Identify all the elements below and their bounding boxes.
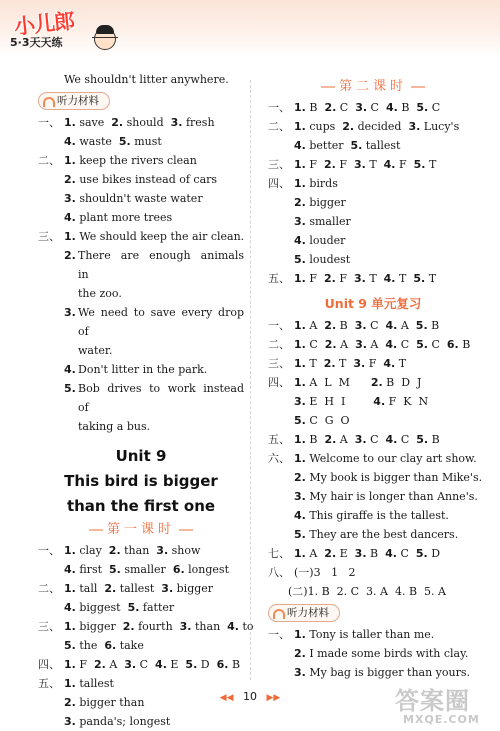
answer-line: 2. There are enough animals in [64, 249, 244, 281]
answer-line: We shouldn't litter anywhere. [64, 73, 229, 86]
answer-line: 2. bigger [294, 196, 346, 209]
headphone-icon [273, 609, 283, 618]
answer-line: 一、 1. save 2. should 3. fresh [38, 116, 215, 129]
review-title: Unit 9 单元复习 [324, 296, 422, 311]
answer-line: 3. smaller [294, 215, 351, 228]
answer-line: 3. My hair is longer than Anne's. [294, 490, 478, 503]
answer-line: water. [78, 344, 113, 357]
watermark: 答案圈 MXQE.COM [395, 687, 480, 726]
answer-line: 2. use bikes instead of cars [64, 173, 218, 186]
unit-title: This bird is bigger [64, 472, 218, 490]
answer-line: 2. bigger than [64, 696, 145, 709]
answer-line: 一、 1. Tony is taller than me. [268, 628, 435, 641]
prev-arrows-icon: ◀◀ [219, 693, 234, 703]
answer-line: 4. waste 5. must [64, 135, 162, 148]
answer-line: 5. loudest [294, 253, 351, 266]
page-number: 10 [243, 690, 257, 703]
answer-line: 三、 1. We should keep the air clean. [38, 230, 245, 243]
answer-line: 四、 1. A L M 2. B D J [268, 376, 422, 389]
answer-line: 5. They are the best dancers. [294, 528, 459, 541]
answer-line: 4. plant more trees [64, 211, 173, 224]
unit-title: than the first one [66, 497, 216, 515]
answer-line: 4. biggest 5. fatter [64, 601, 175, 614]
next-arrows-icon: ▶▶ [266, 693, 281, 703]
answer-line: 4. first 5. smaller 6. longest [64, 563, 229, 576]
answer-line: 2. I made some birds with clay. [294, 647, 469, 660]
answer-line: 六、 1. Welcome to our clay art show. [268, 452, 477, 465]
column-divider [250, 80, 251, 680]
lesson-title: 第二课时 [268, 76, 478, 98]
answer-line: 三、 1. F 2. F 3. T 4. F 5. T [268, 158, 437, 171]
answer-line: 四、 1. birds [268, 177, 338, 190]
brand-logo [6, 6, 116, 54]
answer-line: 一、 1. clay 2. than 3. show [38, 544, 201, 557]
answer-line: 三、 1. bigger 2. fourth 3. than 4. to [38, 620, 254, 633]
answer-line: 3. shouldn't waste water [64, 192, 203, 205]
answer-line: 3. We need to save every drop of [64, 306, 244, 338]
answer-line: 3. My bag is bigger than yours. [294, 666, 470, 679]
answer-line: 4. better 5. tallest [294, 139, 401, 152]
answer-line: 八、 (一)3 1 2 [268, 566, 356, 579]
answer-line: 三、 1. T 2. T 3. F 4. T [268, 357, 407, 370]
brand-series: 5·3天天练 [10, 36, 63, 49]
answer-line: 5. Bob drives to work instead of [64, 382, 244, 414]
answer-line: 3. E H I 4. F K N [294, 395, 429, 408]
answer-line: 5. C G O [294, 414, 350, 427]
answer-line: 五、 1. tallest [38, 677, 114, 690]
answer-line: 四、 1. F 2. A 3. C 4. E 5. D 6. B [38, 658, 241, 671]
answer-line: 4. This giraffe is the tallest. [294, 509, 449, 522]
answer-line: 二、 1. cups 2. decided 3. Lucy's [268, 120, 460, 133]
answer-line: (二)1. B 2. C 3. A 4. B 5. A [288, 585, 446, 598]
unit-title: Unit 9 [115, 447, 167, 465]
headphone-icon [43, 97, 53, 106]
answer-line: 二、 1. tall 2. tallest 3. bigger [38, 582, 214, 595]
answer-line: 4. Don't litter in the park. [64, 363, 208, 376]
right-column [268, 76, 483, 682]
answer-line: 4. louder [294, 234, 346, 247]
answer-line: 一、 1. B 2. C 3. C 4. B 5. C [268, 101, 441, 114]
answer-line: 二、 1. keep the rivers clean [38, 154, 197, 167]
mascot-icon [94, 28, 116, 50]
answer-line: 5. the 6. take [64, 639, 144, 652]
brand-name: 小儿郎 [13, 8, 76, 40]
answer-line: taking a bus. [78, 420, 151, 433]
listening-material-tag: 听力材料 [268, 604, 340, 622]
answer-line: 二、 1. C 2. A 3. A 4. C 5. C 6. B [268, 338, 471, 351]
answer-line: 五、 1. F 2. F 3. T 4. T 5. T [268, 272, 437, 285]
answer-line: 2. My book is bigger than Mike's. [294, 471, 483, 484]
answer-line: 一、 1. A 2. B 3. C 4. A 5. B [268, 319, 440, 332]
answer-line: 七、 1. A 2. E 3. B 4. C 5. D [268, 547, 441, 560]
answer-line: 3. panda's; longest [64, 715, 171, 728]
answer-line: 五、 1. B 2. A 3. C 4. C 5. B [268, 433, 440, 446]
answer-line: the zoo. [78, 287, 122, 300]
lesson-title: 第一课时 [38, 519, 244, 541]
listening-material-tag: 听力材料 [38, 92, 110, 110]
